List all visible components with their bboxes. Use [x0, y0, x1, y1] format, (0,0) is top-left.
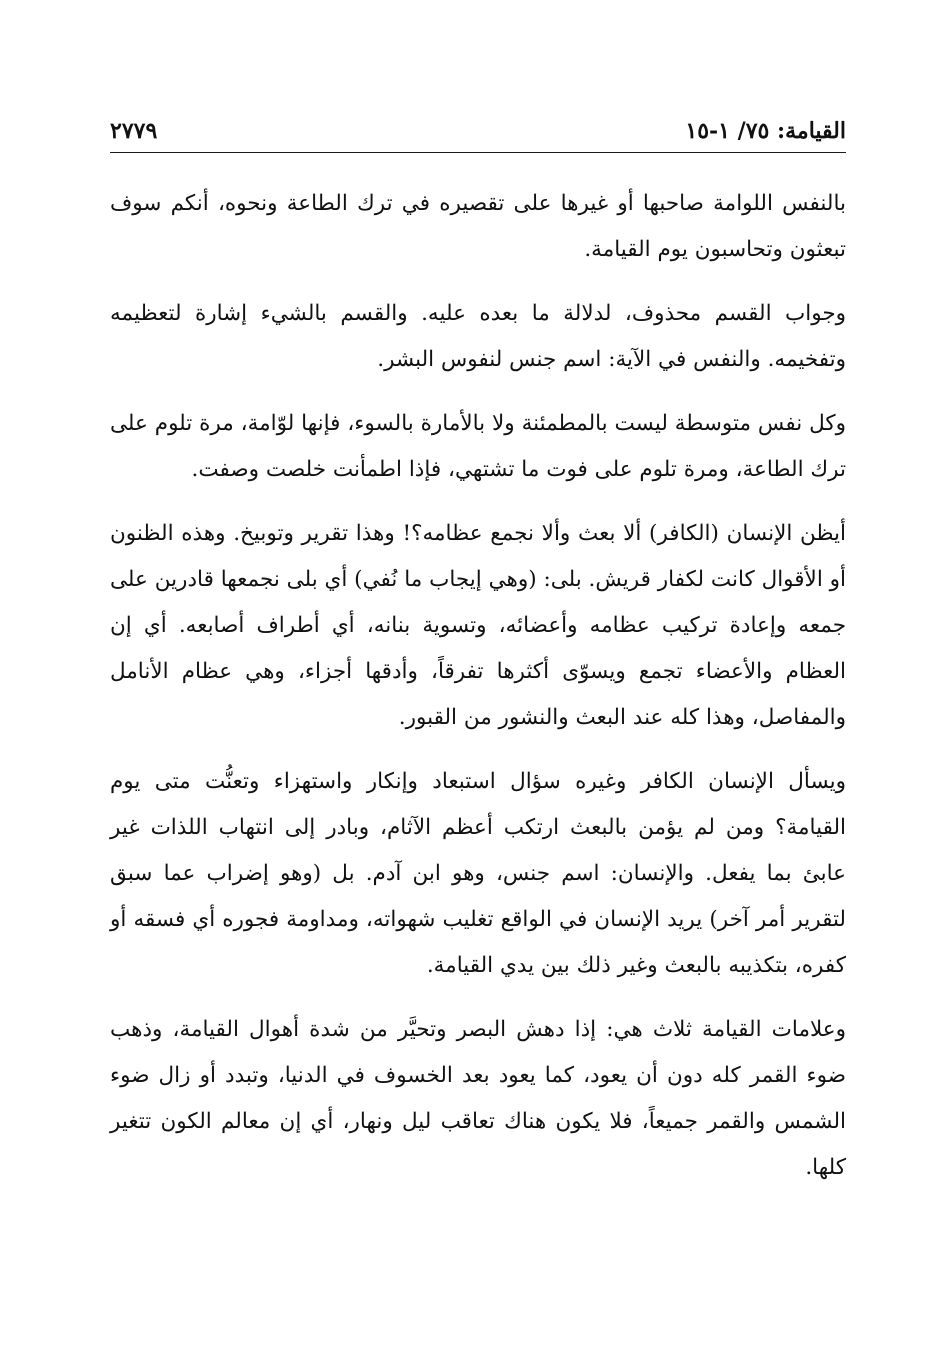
paragraph-5: ويسأل الإنسان الكافر وغيره سؤال استبعاد وإنكار واستهزاء وتعنُّت متى يوم القيامة؟ ومن لم يؤمن بالبعث ارتكب أعظم الآثام، وبادر إلى انتهاب اللذات غير عابئ بما يفعل. والإنسان: اسم جنس، وهو ابن آدم. بل (وهو إضراب عما سبق لتقرير أمر آخر) يريد الإنسان في الواقع تغليب شهواته، ومداومة فجوره أي فسقه أو كفره، بتكذيبه بالبعث وغير ذلك بين يدي القيامة.	[110, 769, 846, 978]
page-number: ٢٧٧٩	[110, 118, 158, 144]
paragraph-2: وجواب القسم محذوف، لدلالة ما بعده عليه. والقسم بالشيء إشارة لتعظيمه وتفخيمه. والنفس في الآية: اسم جنس لنفوس البشر.	[110, 301, 846, 372]
book-page	[110, 110, 846, 1290]
running-title: القيامة: ٧٥/ ١-١٥	[685, 118, 846, 144]
paragraph-3: وكل نفس متوسطة ليست بالمطمئنة ولا بالأمارة بالسوء، فإنها لوّامة، مرة تلوم على ترك الطاعة، ومرة تلوم على فوت ما تشتهي، فإذا اطمأنت خلصت وصفت.	[110, 411, 846, 482]
running-header	[110, 110, 846, 153]
paragraph-1: بالنفس اللوامة صاحبها أو غيرها على تقصيره في ترك الطاعة ونحوه، أنكم سوف تبعثون وتحاسبون يوم القيامة.	[110, 191, 846, 262]
paragraph-4: أيظن الإنسان (الكافر) ألا بعث وألا نجمع عظامه؟! وهذا تقرير وتوبيخ. وهذه الظنون أو الأقوال كانت لكفار قريش. بلى: (وهي إيجاب ما نُفي) أي بلى نجمعها قادرين على جمعه وإعادة تركيب عظامه وأعضائه، وتسوية بنانه، أي أطراف أصابعه. أي إن العظام والأعضاء تجمع ويسوّى أكثرها تفرقاً، وأدقها أجزاء، وهي عظام الأنامل والمفاصل، وهذا كله عند البعث والنشور من القبور.	[110, 521, 846, 730]
paragraph-6: وعلامات القيامة ثلاث هي: إذا دهش البصر وتحيَّر من شدة أهوال القيامة، وذهب ضوء القمر كله دون أن يعود، كما يعود بعد الخسوف في الدنيا، وتبدد أو زال ضوء الشمس والقمر جميعاً، فلا يكون هناك تعاقب ليل ونهار، أي إن معالم الكون تتغير كلها.	[110, 1017, 846, 1180]
body-text	[110, 181, 846, 1191]
